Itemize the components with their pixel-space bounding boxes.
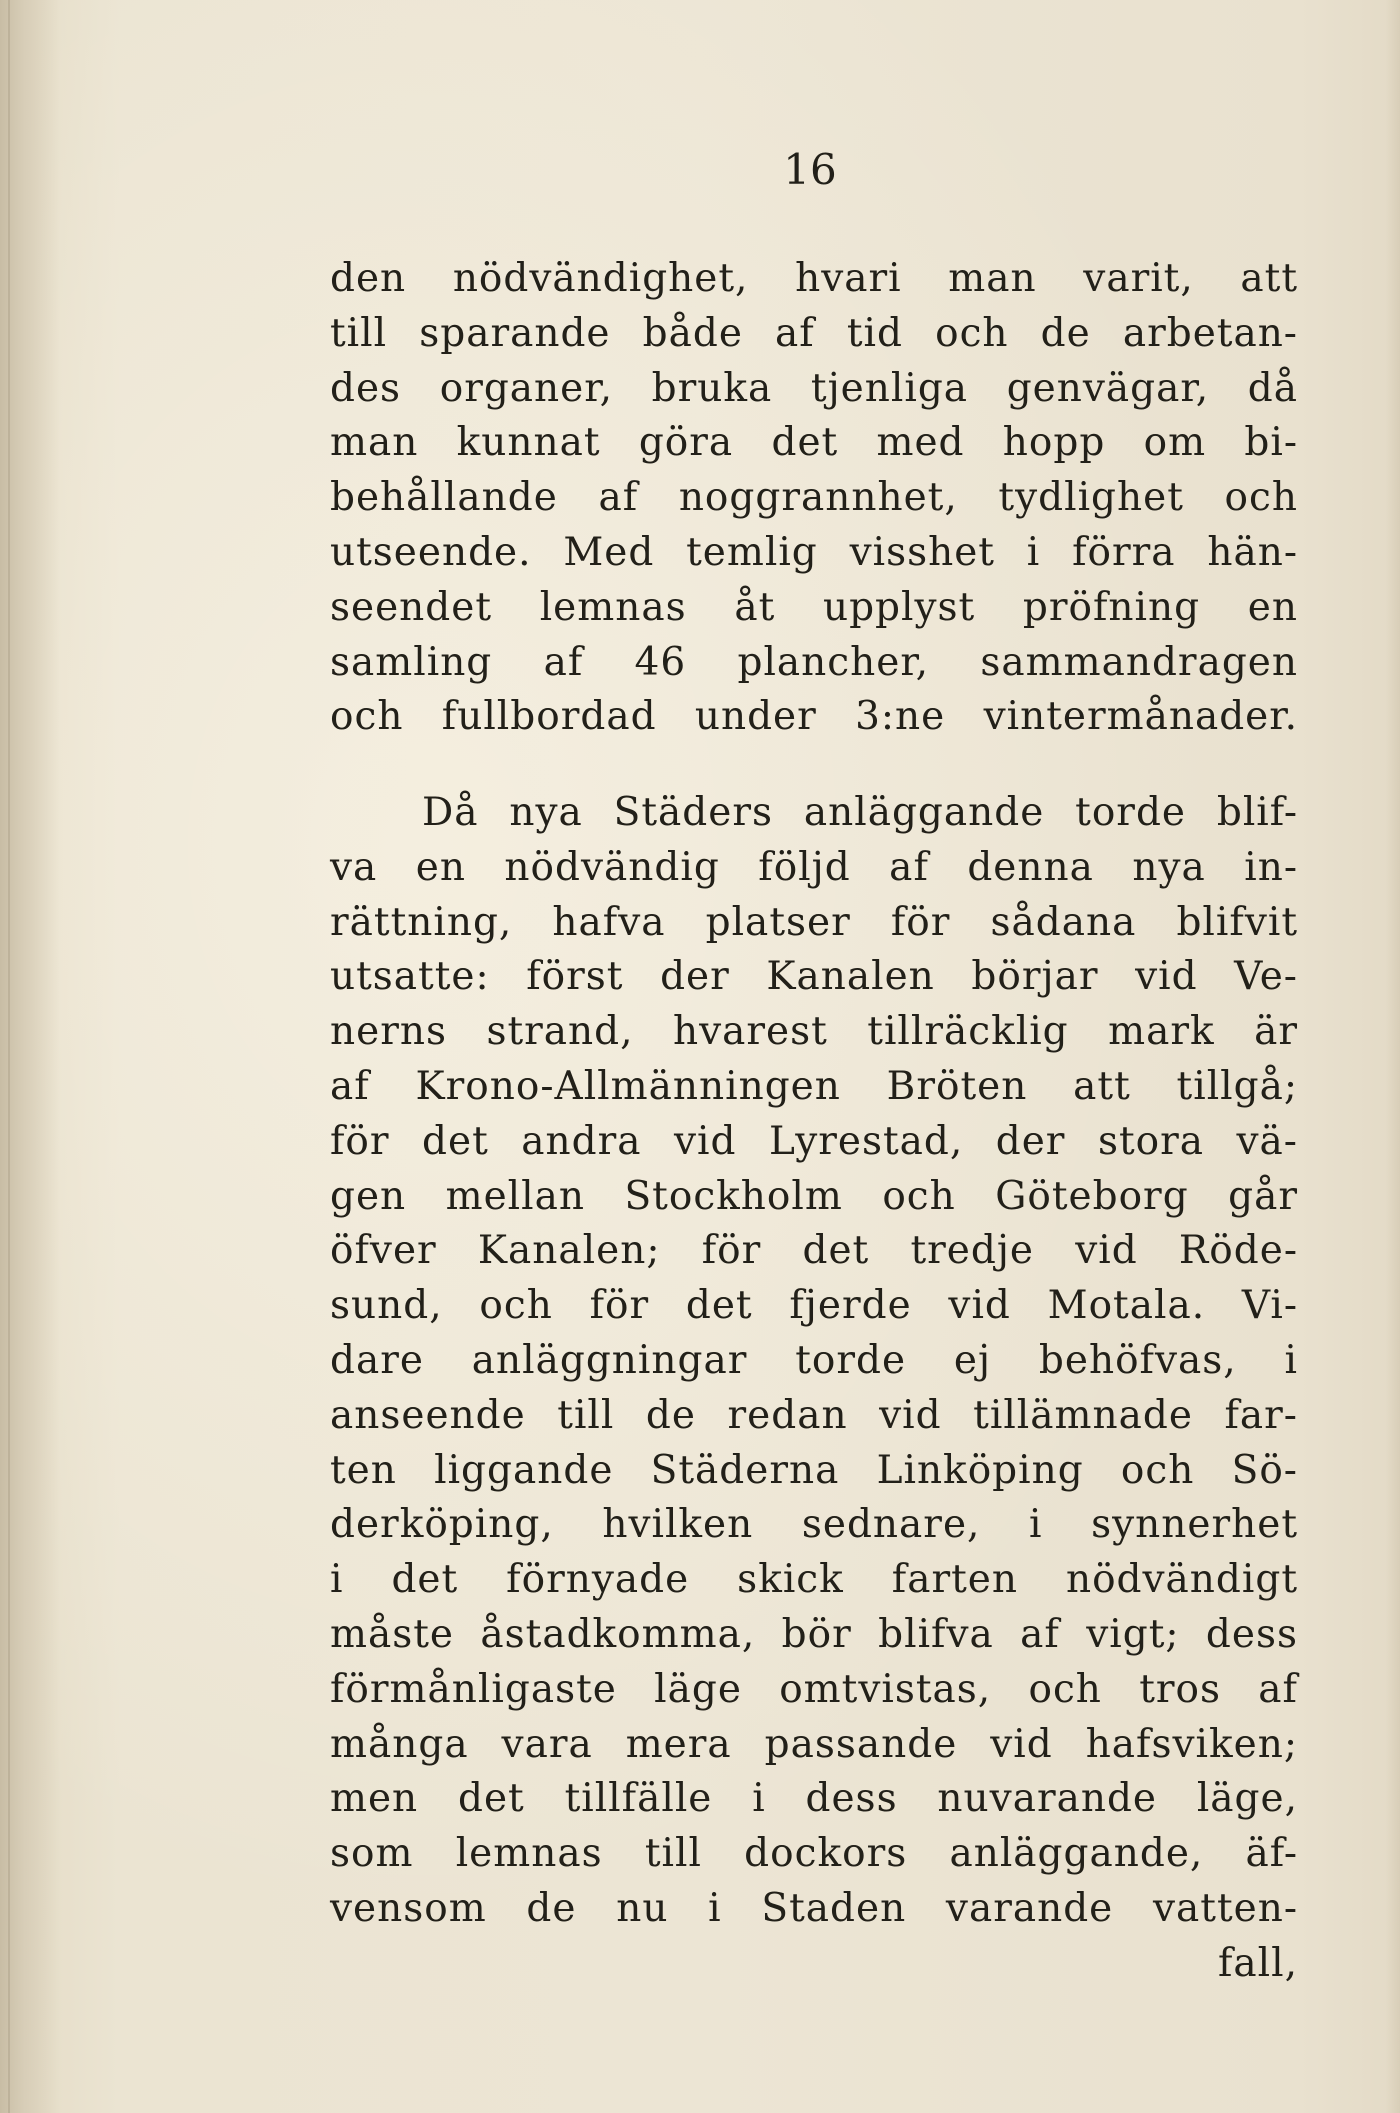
text-line: och fullbordad under 3:ne vintermånader. bbox=[330, 694, 1298, 740]
text-line: men det tillfälle i dess nuvarande läge, bbox=[330, 1776, 1298, 1822]
text-line: den nödvändighet, hvari man varit, att bbox=[330, 256, 1298, 301]
text-line: des organer, bruka tjenliga genvägar, då bbox=[330, 365, 1298, 411]
text-line: af Krono-Allmänningen Bröten att tillgå; bbox=[330, 1063, 1298, 1109]
text-line: utseende. Med temlig visshet i förra hän- bbox=[330, 529, 1298, 575]
paragraph-1 bbox=[330, 252, 1298, 745]
text-line: rättning, hafva platser för sådana blifvit bbox=[330, 899, 1298, 945]
text-line: fall, bbox=[1217, 1940, 1298, 1986]
text-line: man kunnat göra det med hopp om bi- bbox=[330, 420, 1298, 466]
text-line: som lemnas till dockors anläggande, äf- bbox=[330, 1831, 1298, 1877]
text-line: vensom de nu i Staden varande vatten- bbox=[330, 1885, 1298, 1931]
text-line: måste åstadkomma, bör blifva af vigt; dess bbox=[330, 1611, 1298, 1657]
text-line: förmånligaste läge omtvistas, och tros af bbox=[330, 1666, 1298, 1712]
binding-edge-line bbox=[8, 0, 10, 2113]
text-line: i det förnyade skick farten nödvändigt bbox=[330, 1557, 1298, 1603]
page-number: 16 bbox=[783, 145, 837, 194]
text-line: utsatte: först der Kanalen börjar vid Ve- bbox=[330, 954, 1298, 1000]
text-line: dare anläggningar torde ej behöfvas, i bbox=[330, 1337, 1298, 1383]
text-line: samling af 46 plancher, sammandragen bbox=[330, 639, 1298, 685]
text-line: derköping, hvilken sednare, i synnerhet bbox=[330, 1502, 1298, 1548]
text-line: till sparande både af tid och de arbetan- bbox=[330, 310, 1298, 356]
text-line: för det andra vid Lyrestad, der stora vä- bbox=[330, 1118, 1298, 1164]
text-line: Då nya Städers anläggande torde blif- bbox=[422, 790, 1298, 835]
text-line: anseende till de redan vid tillämnade far- bbox=[330, 1392, 1298, 1438]
text-line: många vara mera passande vid hafsviken; bbox=[330, 1721, 1298, 1767]
page-right-edge bbox=[1386, 0, 1400, 2113]
text-line: nerns strand, hvarest tillräcklig mark är bbox=[330, 1009, 1298, 1055]
text-line: seendet lemnas åt upplyst pröfning en bbox=[330, 584, 1298, 630]
text-line: sund, och för det fjerde vid Motala. Vi- bbox=[330, 1283, 1298, 1329]
text-line: öfver Kanalen; för det tredje vid Röde- bbox=[330, 1228, 1298, 1274]
text-line: va en nödvändig följd af denna nya in- bbox=[330, 844, 1298, 890]
text-line: ten liggande Städerna Linköping och Sö- bbox=[330, 1447, 1298, 1493]
text-line: behållande af noggrannhet, tydlighet och bbox=[330, 475, 1298, 521]
text-line: gen mellan Stockholm och Göteborg går bbox=[330, 1173, 1298, 1219]
paragraph-2 bbox=[330, 786, 1298, 1992]
